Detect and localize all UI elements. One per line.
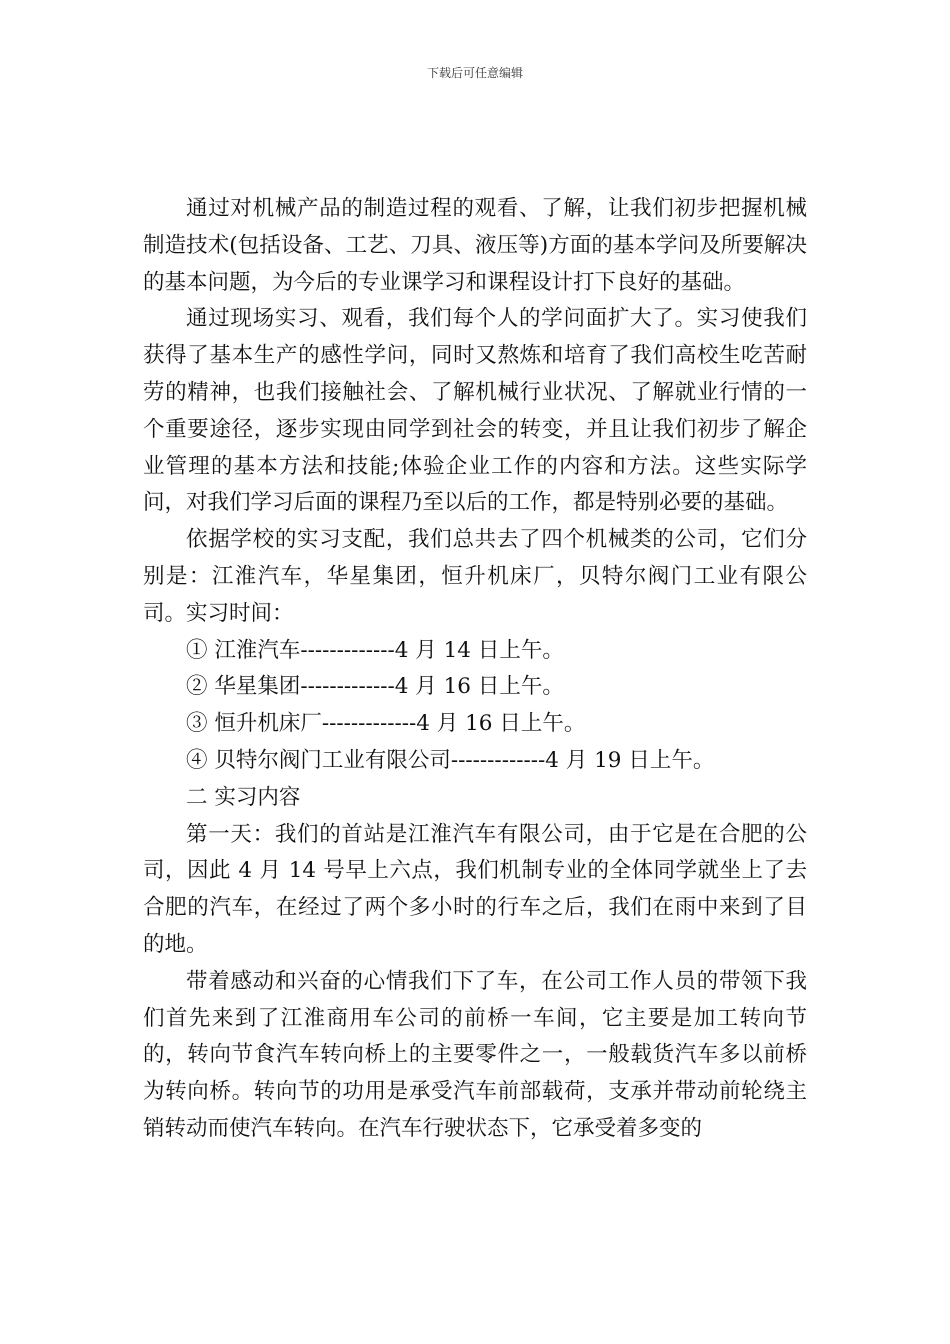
schedule-item-3: ③ 恒升机床厂-------------4 月 16 日上午。 [186,711,586,737]
paragraph-5: 带着感动和兴奋的心情我们下了车，在公司工作人员的带领下我们首先来到了江淮商用车公司的前桥一车间，它主要是加工转向节的，转向节食汽车转向桥上的主要零件之一，一般载货汽车多以前桥为转向桥。转向节的功用是承受汽车前部载荷，支承并带动前轮绕主销转动而使汽车转向。在汽车行驶状态下，它承受着多变的 [143,968,807,1141]
schedule-item-4: ④ 贝特尔阀门工业有限公司-------------4 月 19 日上午。 [186,747,715,773]
paragraph-1: 通过对机械产品的制造过程的观看、了解，让我们初步把握机械制造技术(包括设备、工艺、刀具、液压等)方面的基本学问及所要解决的基本问题，为今后的专业课学习和课程设计打下良好的基础。 [143,196,807,295]
paragraph-4: 第一天：我们的首站是江淮汽车有限公司，由于它是在合肥的公司，因此 4 月 14 号早上六点，我们机制专业的全体同学就坐上了去合肥的汽车，在经过了两个多小时的行车之后，我们在雨中来到了目的地。 [143,821,807,957]
schedule-item-1: ① 江淮汽车-------------4 月 14 日上午。 [186,637,564,663]
page-header: 下载后可任意编辑 [426,66,523,80]
schedule-item-2: ② 华星集团-------------4 月 16 日上午。 [186,674,564,700]
paragraph-2: 通过现场实习、观看，我们每个人的学问面扩大了。实习使我们获得了基本生产的感性学问，同时又熬炼和培育了我们高校生吃苦耐劳的精神，也我们接触社会、了解机械行业状况、了解就业行情的一个重要途径，逐步实现由同学到社会的转变，并且让我们初步了解企业管理的基本方法和技能;体验企业工作的内容和方法。这些实际学问，对我们学习后面的课程乃至以后的工作，都是特别必要的基础。 [143,306,807,516]
section-heading: 二 实习内容 [186,784,301,810]
paragraph-3: 依据学校的实习支配，我们总共去了四个机械类的公司，它们分别是：江淮汽车，华星集团，恒升机床厂，贝特尔阀门工业有限公司。实习时间： [143,527,807,626]
document-body [143,191,807,1148]
